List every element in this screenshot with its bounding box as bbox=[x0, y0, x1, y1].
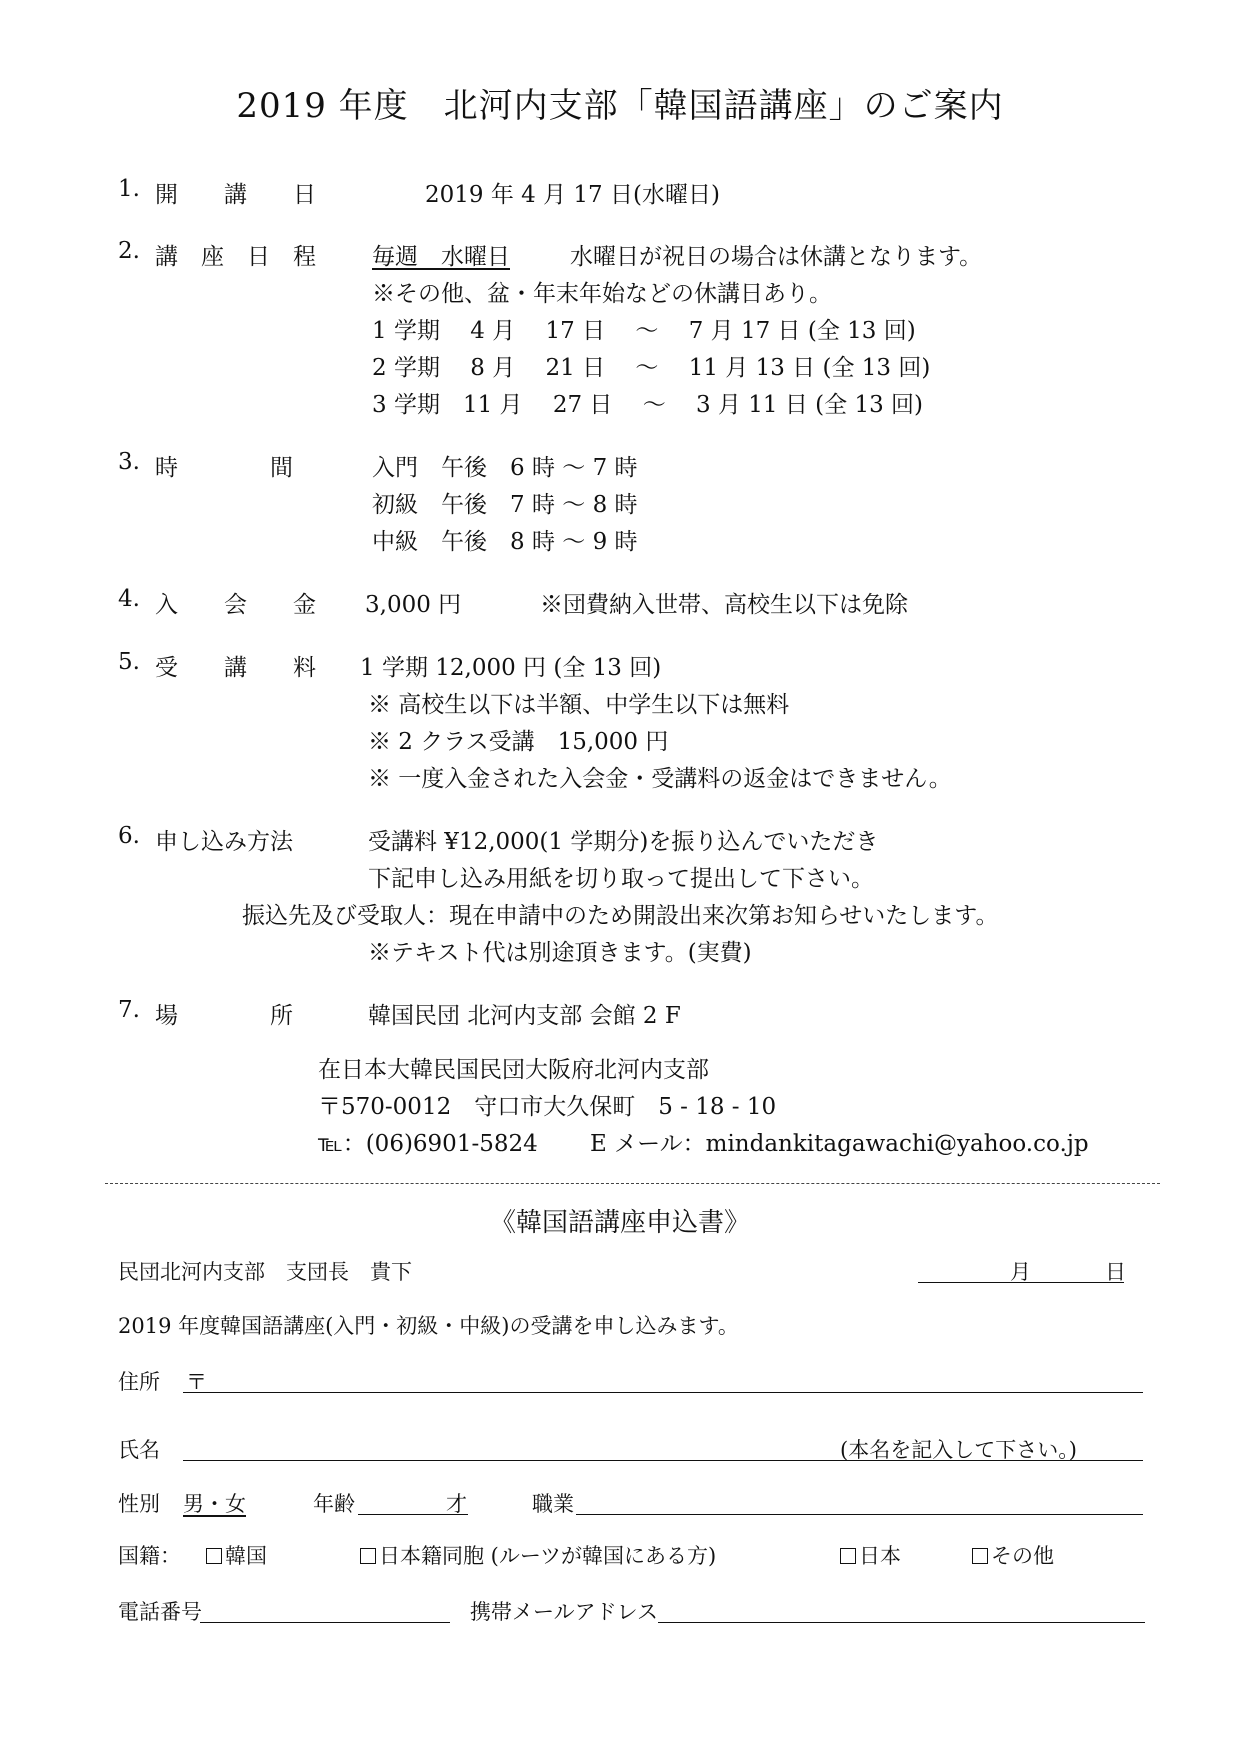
form-addressee: 民団北河内支部 支団長 貴下 bbox=[118, 1260, 412, 1284]
gender-label: 性別 bbox=[118, 1492, 160, 1516]
checkbox-icon[interactable] bbox=[840, 1548, 856, 1564]
section-2-label: 講 座 日 程 bbox=[155, 244, 316, 270]
phone-field[interactable] bbox=[200, 1622, 450, 1623]
postal-mark: 〒 bbox=[186, 1370, 207, 1394]
term-1: 1 学期 4 月 17 日 ～ 7 月 17 日 (全 13 回) bbox=[372, 318, 916, 344]
tuition-fee: 1 学期 12,000 円 (全 13 回) bbox=[360, 655, 662, 681]
form-statement: 2019 年度韓国語講座(入門・初級・中級)の受講を申し込みます。 bbox=[118, 1314, 739, 1338]
address-label: 住所 bbox=[118, 1370, 160, 1394]
form-title: 《韓国語講座申込書》 bbox=[489, 1208, 750, 1238]
application-step-1: 受講料 ¥12,000(1 学期分)を振り込んでいただき bbox=[368, 829, 879, 855]
email-address: E メール：mindankitagawachi@yahoo.co.jp bbox=[590, 1131, 1089, 1157]
name-label: 氏名 bbox=[118, 1438, 160, 1462]
occupation-label: 職業 bbox=[532, 1492, 574, 1516]
schedule-other-holidays: ※その他、盆・年末年始などの休講日あり。 bbox=[372, 281, 832, 307]
address-field[interactable] bbox=[183, 1392, 1143, 1393]
time-elementary: 初級 午後 7 時 ～ 8 時 bbox=[372, 492, 638, 518]
nationality-option-korea-label: 韓国 bbox=[225, 1544, 267, 1568]
organization-name: 在日本大韓民国民団大阪府北河内支部 bbox=[318, 1057, 709, 1083]
nationality-option-other-label: その他 bbox=[991, 1544, 1054, 1568]
phone-label: 電話番号 bbox=[118, 1600, 202, 1624]
checkbox-icon[interactable] bbox=[206, 1548, 222, 1564]
tuition-note-discount: ※ 高校生以下は半額、中学生以下は無料 bbox=[368, 692, 790, 718]
entry-fee: 3,000 円 bbox=[365, 592, 462, 618]
name-field-note: (本名を記入して下さい。) bbox=[840, 1438, 1077, 1462]
bank-account-note: 振込先及び受取人：現在申請中のため開設出来次第お知らせいたします。 bbox=[242, 903, 999, 929]
date-month-label: 月 bbox=[1010, 1260, 1031, 1284]
section-4-number: 4. bbox=[118, 586, 140, 612]
term-3: 3 学期 11 月 27 日 ～ 3 月 11 日 (全 13 回) bbox=[372, 392, 924, 418]
venue: 韓国民団 北河内支部 会館 2 F bbox=[368, 1003, 681, 1029]
section-4-label: 入 会 金 bbox=[155, 592, 316, 618]
tuition-note-two-classes: ※ 2 クラス受講 15,000 円 bbox=[368, 729, 669, 755]
page-title: 2019 年度 北河内支部「韓国語講座」のご案内 bbox=[236, 86, 1004, 126]
section-7-number: 7. bbox=[118, 997, 140, 1023]
checkbox-icon[interactable] bbox=[972, 1548, 988, 1564]
section-3-number: 3. bbox=[118, 449, 140, 475]
age-label: 年齢 bbox=[313, 1492, 355, 1516]
date-day-label: 日 bbox=[1105, 1260, 1126, 1284]
section-2-number: 2. bbox=[118, 238, 140, 264]
section-1-number: 1. bbox=[118, 176, 140, 202]
entry-fee-exemption: ※団費納入世帯、高校生以下は免除 bbox=[540, 592, 908, 618]
age-unit: 才 bbox=[446, 1492, 467, 1516]
telephone: ℡：(06)6901-5824 bbox=[318, 1131, 538, 1157]
time-intermediate: 中級 午後 8 時 ～ 9 時 bbox=[372, 529, 638, 555]
application-step-2: 下記申し込み用紙を切り取って提出して下さい。 bbox=[368, 866, 874, 892]
textbook-fee-note: ※テキスト代は別途頂きます。(実費) bbox=[368, 940, 752, 966]
nationality-option-japanese-korean[interactable] bbox=[360, 1540, 716, 1570]
section-7-label: 場 所 bbox=[155, 1003, 293, 1029]
postal-address: 〒570-0012 守口市大久保町 5 - 18 - 10 bbox=[318, 1094, 777, 1120]
schedule-weekly: 毎週 水曜日 bbox=[372, 244, 510, 270]
schedule-holiday-note: 水曜日が祝日の場合は休講となります。 bbox=[570, 244, 983, 270]
nationality-option-japan-label: 日本 bbox=[859, 1544, 901, 1568]
occupation-field[interactable] bbox=[576, 1514, 1143, 1515]
nationality-option-korea[interactable] bbox=[206, 1540, 267, 1570]
section-5-label: 受 講 料 bbox=[155, 655, 316, 681]
mobile-email-field[interactable] bbox=[658, 1622, 1145, 1623]
section-5-number: 5. bbox=[118, 649, 140, 675]
mobile-email-label: 携帯メールアドレス bbox=[470, 1600, 658, 1624]
nationality-label: 国籍： bbox=[118, 1544, 181, 1568]
nationality-option-other[interactable] bbox=[972, 1540, 1054, 1570]
gender-options[interactable]: 男・女 bbox=[183, 1492, 246, 1516]
term-2: 2 学期 8 月 21 日 ～ 11 月 13 日 (全 13 回) bbox=[372, 355, 931, 381]
section-6-label: 申し込み方法 bbox=[155, 829, 293, 855]
time-beginner: 入門 午後 6 時 ～ 7 時 bbox=[372, 455, 638, 481]
section-1-label: 開 講 日 bbox=[155, 182, 316, 208]
checkbox-icon[interactable] bbox=[360, 1548, 376, 1564]
nationality-option-japan[interactable] bbox=[840, 1540, 901, 1570]
nationality-option-japanese-korean-label: 日本籍同胞 (ルーツが韓国にある方) bbox=[379, 1544, 717, 1568]
cut-line bbox=[105, 1183, 1160, 1184]
section-6-number: 6. bbox=[118, 823, 140, 849]
section-3-label: 時 間 bbox=[155, 455, 293, 481]
tuition-note-no-refund: ※ 一度入金された入会金・受講料の返金はできません。 bbox=[368, 766, 952, 792]
start-date: 2019 年 4 月 17 日(水曜日) bbox=[425, 182, 720, 208]
